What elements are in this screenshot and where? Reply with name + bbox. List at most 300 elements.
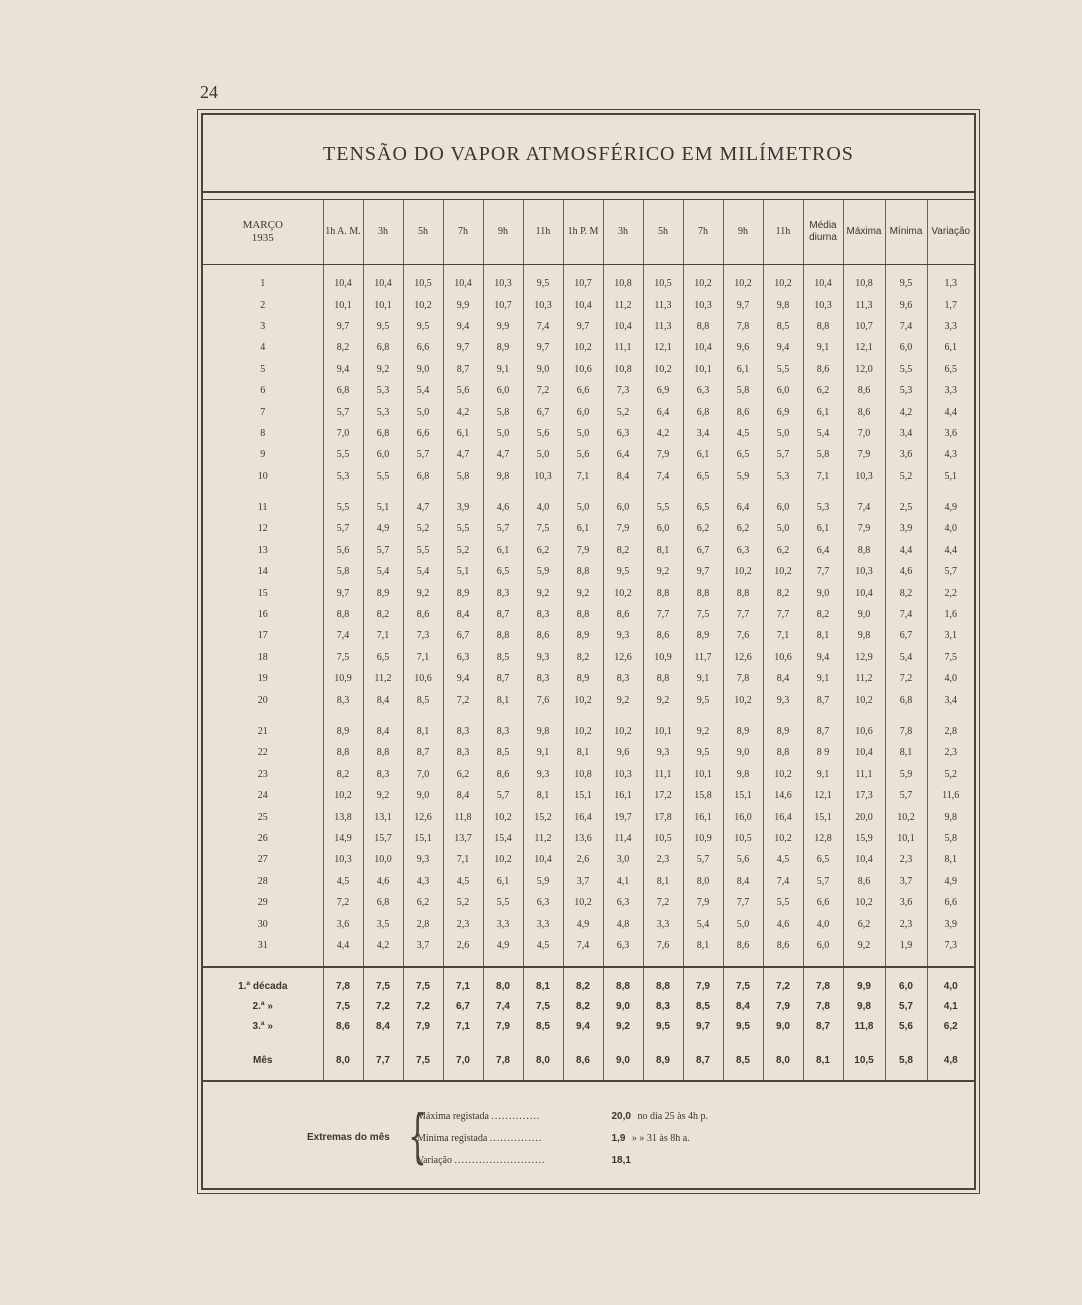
- value-cell: 4,4: [927, 401, 974, 422]
- table-row: [203, 604, 974, 625]
- table-row: [203, 828, 974, 849]
- summary-value-cell: 6,7: [443, 996, 483, 1016]
- value-cell: 9,4: [443, 668, 483, 689]
- value-cell: 10,3: [843, 466, 885, 487]
- value-cell: 9,0: [723, 742, 763, 763]
- value-cell: 6,0: [363, 444, 403, 465]
- value-cell: 1,6: [927, 604, 974, 625]
- value-cell: 3,4: [683, 423, 723, 444]
- value-cell: 10,1: [643, 711, 683, 742]
- day-cell: 17: [257, 630, 268, 642]
- value-cell: 7,4: [523, 316, 563, 337]
- value-cell: 6,9: [643, 380, 683, 401]
- value-cell: 5,2: [603, 401, 643, 422]
- summary-label: Mês: [203, 1036, 323, 1081]
- table-row: [203, 582, 974, 603]
- value-cell: 8,1: [683, 935, 723, 967]
- table-row: [203, 487, 974, 518]
- value-cell: 8,6: [523, 625, 563, 646]
- value-cell: 9,1: [803, 668, 843, 689]
- value-cell: 10,9: [643, 647, 683, 668]
- value-cell: 10,2: [763, 561, 803, 582]
- value-cell: 7,9: [563, 540, 603, 561]
- value-cell: 8,6: [763, 935, 803, 967]
- value-cell: 10,2: [603, 711, 643, 742]
- value-cell: 8,2: [563, 647, 603, 668]
- value-cell: 9,2: [683, 711, 723, 742]
- value-cell: 9,3: [523, 647, 563, 668]
- value-cell: 5,5: [323, 444, 363, 465]
- value-cell: 10,3: [843, 561, 885, 582]
- value-cell: 10,5: [643, 265, 683, 295]
- value-cell: 9,6: [723, 337, 763, 358]
- summary-value-cell: 8,3: [643, 996, 683, 1016]
- value-cell: 6,5: [803, 849, 843, 870]
- summary-value-cell: 8,9: [643, 1036, 683, 1081]
- extreme-value: 18,1: [611, 1155, 631, 1166]
- value-cell: 10,3: [683, 294, 723, 315]
- summary-value-cell: 7,2: [363, 996, 403, 1016]
- value-cell: 10,2: [323, 785, 363, 806]
- value-cell: 5,7: [803, 871, 843, 892]
- table-row: [203, 265, 974, 295]
- value-cell: 8,8: [563, 604, 603, 625]
- value-cell: 10,2: [563, 711, 603, 742]
- col-header: 3h: [363, 200, 403, 265]
- value-cell: 17,2: [643, 785, 683, 806]
- day-cell: 12: [257, 523, 268, 535]
- summary-value-cell: 7,4: [483, 996, 523, 1016]
- extremes-section: [203, 1101, 974, 1186]
- value-cell: 5,8: [323, 561, 363, 582]
- value-cell: 9,4: [443, 316, 483, 337]
- value-cell: 7,4: [563, 935, 603, 967]
- value-cell: 8,6: [803, 359, 843, 380]
- value-cell: 6,6: [563, 380, 603, 401]
- value-cell: 6,5: [927, 359, 974, 380]
- day-cell: 5: [260, 363, 266, 375]
- value-cell: 5,0: [763, 518, 803, 539]
- value-cell: 6,0: [483, 380, 523, 401]
- value-cell: 13,8: [323, 806, 363, 827]
- value-cell: 6,5: [683, 466, 723, 487]
- value-cell: 6,1: [483, 540, 523, 561]
- day-cell: 16: [257, 609, 268, 621]
- value-cell: 6,5: [723, 444, 763, 465]
- value-cell: 9,5: [683, 689, 723, 710]
- value-cell: 10,6: [403, 668, 443, 689]
- value-cell: 7,9: [643, 444, 683, 465]
- value-cell: 15,8: [683, 785, 723, 806]
- value-cell: 4,4: [885, 540, 927, 561]
- value-cell: 9,8: [843, 625, 885, 646]
- extreme-value: 1,9: [611, 1133, 626, 1144]
- value-cell: 8,8: [563, 561, 603, 582]
- col-header: 1h P. M: [563, 200, 603, 265]
- value-cell: 7,2: [643, 892, 683, 913]
- summary-value-cell: 7,1: [443, 1016, 483, 1036]
- value-cell: 4,7: [483, 444, 523, 465]
- day-cell: 8: [260, 427, 266, 439]
- table-row: [203, 359, 974, 380]
- value-cell: 5,7: [763, 444, 803, 465]
- value-cell: 16,0: [723, 806, 763, 827]
- value-cell: 8,8: [843, 540, 885, 561]
- value-cell: 5,8: [483, 401, 523, 422]
- value-cell: 6,5: [683, 487, 723, 518]
- value-cell: 9,7: [323, 582, 363, 603]
- month-year-header: [203, 200, 323, 265]
- value-cell: 6,6: [927, 892, 974, 913]
- value-cell: 10,8: [603, 265, 643, 295]
- table-row: [203, 423, 974, 444]
- value-cell: 10,2: [723, 561, 763, 582]
- value-cell: 14,6: [763, 785, 803, 806]
- value-cell: 5,9: [723, 466, 763, 487]
- value-cell: 4,3: [403, 871, 443, 892]
- value-cell: 6,5: [363, 647, 403, 668]
- value-cell: 4,6: [483, 487, 523, 518]
- table-row: [203, 444, 974, 465]
- value-cell: 5,1: [363, 487, 403, 518]
- summary-value-cell: 8,4: [363, 1016, 403, 1036]
- value-cell: 10,3: [803, 294, 843, 315]
- value-cell: 9,5: [885, 265, 927, 295]
- value-cell: 9,0: [403, 359, 443, 380]
- day-cell: 6: [260, 385, 266, 397]
- value-cell: 8,8: [323, 742, 363, 763]
- summary-label: 3.ª »: [252, 1020, 273, 1032]
- value-cell: 8,8: [683, 316, 723, 337]
- value-cell: 6,0: [763, 380, 803, 401]
- value-cell: 1,9: [885, 935, 927, 967]
- value-cell: 3,7: [403, 935, 443, 967]
- value-cell: 11,1: [843, 764, 885, 785]
- value-cell: 6,8: [683, 401, 723, 422]
- value-cell: 8,8: [643, 668, 683, 689]
- day-cell: 28: [257, 875, 268, 887]
- value-cell: 14,9: [323, 828, 363, 849]
- value-cell: 4,6: [363, 871, 403, 892]
- value-cell: 2,8: [403, 913, 443, 934]
- value-cell: 8,8: [643, 582, 683, 603]
- day-cell: 14: [257, 566, 268, 578]
- value-cell: 5,6: [723, 849, 763, 870]
- value-cell: 10,9: [323, 668, 363, 689]
- day-cell: 25: [257, 811, 268, 823]
- day-cell: 30: [257, 918, 268, 930]
- value-cell: 10,7: [563, 265, 603, 295]
- value-cell: 16,4: [763, 806, 803, 827]
- value-cell: 12,0: [843, 359, 885, 380]
- value-cell: 8,5: [403, 689, 443, 710]
- value-cell: 8,3: [363, 764, 403, 785]
- value-cell: 8,1: [643, 540, 683, 561]
- value-cell: 7,7: [723, 892, 763, 913]
- value-cell: 11,6: [927, 785, 974, 806]
- value-cell: 5,4: [403, 380, 443, 401]
- value-cell: 6,7: [885, 625, 927, 646]
- value-cell: 5,8: [803, 444, 843, 465]
- value-cell: 16,1: [603, 785, 643, 806]
- value-cell: 8,2: [323, 337, 363, 358]
- value-cell: 4,4: [323, 935, 363, 967]
- table-row: [203, 401, 974, 422]
- summary-value-cell: 7,7: [363, 1036, 403, 1081]
- value-cell: 9,7: [683, 561, 723, 582]
- value-cell: 2,2: [927, 582, 974, 603]
- summary-value-cell: 7,5: [523, 996, 563, 1016]
- summary-value-cell: 9,5: [643, 1016, 683, 1036]
- value-cell: 5,0: [403, 401, 443, 422]
- value-cell: 5,7: [363, 540, 403, 561]
- col-header: 3h: [603, 200, 643, 265]
- day-cell: 21: [257, 726, 268, 737]
- value-cell: 19,7: [603, 806, 643, 827]
- value-cell: 4,5: [323, 871, 363, 892]
- day-cell: 23: [257, 768, 268, 780]
- value-cell: 10,2: [843, 689, 885, 710]
- value-cell: 8,6: [843, 401, 885, 422]
- summary-body: [203, 967, 974, 1081]
- value-cell: 5,7: [483, 785, 523, 806]
- value-cell: 8,2: [363, 604, 403, 625]
- value-cell: 10,2: [763, 828, 803, 849]
- title-box: [203, 115, 974, 193]
- value-cell: 8,7: [483, 604, 523, 625]
- col-header: 9h: [483, 200, 523, 265]
- value-cell: 5,5: [885, 359, 927, 380]
- table-row: [203, 294, 974, 315]
- value-cell: 3,6: [323, 913, 363, 934]
- value-cell: 15,4: [483, 828, 523, 849]
- value-cell: 9,2: [403, 582, 443, 603]
- summary-row: [203, 967, 974, 996]
- value-cell: 9,1: [803, 764, 843, 785]
- value-cell: 6,0: [643, 518, 683, 539]
- value-cell: 8,7: [803, 689, 843, 710]
- value-cell: 5,3: [885, 380, 927, 401]
- table-row: [203, 892, 974, 913]
- value-cell: 5,9: [885, 764, 927, 785]
- value-cell: 17,3: [843, 785, 885, 806]
- value-cell: 5,5: [403, 540, 443, 561]
- value-cell: 10,2: [763, 764, 803, 785]
- summary-value-cell: 8,5: [523, 1016, 563, 1036]
- value-cell: 2,5: [885, 487, 927, 518]
- summary-value-cell: 7,9: [403, 1016, 443, 1036]
- value-cell: 7,1: [363, 625, 403, 646]
- value-cell: 7,2: [443, 689, 483, 710]
- value-cell: 6,8: [885, 689, 927, 710]
- value-cell: 9,9: [443, 294, 483, 315]
- value-cell: 5,7: [403, 444, 443, 465]
- value-cell: 10,2: [563, 689, 603, 710]
- value-cell: 6,8: [323, 380, 363, 401]
- value-cell: 10,4: [843, 742, 885, 763]
- value-cell: 5,6: [563, 444, 603, 465]
- value-cell: 7,3: [927, 935, 974, 967]
- value-cell: 10,2: [483, 806, 523, 827]
- value-cell: 7,5: [683, 604, 723, 625]
- value-cell: 3,7: [885, 871, 927, 892]
- summary-value-cell: 4,1: [927, 996, 974, 1016]
- summary-value-cell: 7,8: [803, 967, 843, 996]
- value-cell: 5,3: [363, 401, 403, 422]
- value-cell: 6,6: [803, 892, 843, 913]
- summary-value-cell: 7,5: [323, 996, 363, 1016]
- value-cell: 9,0: [403, 785, 443, 806]
- value-cell: 3,7: [563, 871, 603, 892]
- value-cell: 10,8: [563, 764, 603, 785]
- value-cell: 7,4: [885, 604, 927, 625]
- value-cell: 7,8: [723, 316, 763, 337]
- value-cell: 13,6: [563, 828, 603, 849]
- value-cell: 7,1: [803, 466, 843, 487]
- value-cell: 9,4: [763, 337, 803, 358]
- value-cell: 4,9: [483, 935, 523, 967]
- value-cell: 6,8: [363, 892, 403, 913]
- table-row: [203, 561, 974, 582]
- value-cell: 8,5: [483, 647, 523, 668]
- value-cell: 4,1: [603, 871, 643, 892]
- summary-value-cell: 8,5: [683, 996, 723, 1016]
- value-cell: 9,2: [363, 785, 403, 806]
- table-row: [203, 764, 974, 785]
- summary-value-cell: 8,6: [563, 1036, 603, 1081]
- value-cell: 8,3: [523, 668, 563, 689]
- value-cell: 7,1: [443, 849, 483, 870]
- summary-value-cell: 8,8: [643, 967, 683, 996]
- value-cell: 9,3: [643, 742, 683, 763]
- value-cell: 8,1: [403, 711, 443, 742]
- value-cell: 5,7: [885, 785, 927, 806]
- value-cell: 6,4: [643, 401, 683, 422]
- value-cell: 10,4: [803, 265, 843, 295]
- value-cell: 6,4: [723, 487, 763, 518]
- value-cell: 10,2: [563, 892, 603, 913]
- value-cell: 12,8: [803, 828, 843, 849]
- value-cell: 6,4: [603, 444, 643, 465]
- value-cell: 5,2: [403, 518, 443, 539]
- day-cell: 27: [257, 854, 268, 866]
- value-cell: 1,3: [927, 265, 974, 295]
- summary-row: [203, 1016, 974, 1036]
- value-cell: 8,6: [403, 604, 443, 625]
- value-cell: 9,1: [683, 668, 723, 689]
- day-cell: 4: [260, 342, 266, 354]
- value-cell: 10,2: [603, 582, 643, 603]
- value-cell: 8,1: [803, 625, 843, 646]
- value-cell: 10,2: [885, 806, 927, 827]
- value-cell: 3,9: [927, 913, 974, 934]
- value-cell: 9,0: [803, 582, 843, 603]
- value-cell: 6,1: [927, 337, 974, 358]
- value-cell: 5,5: [443, 518, 483, 539]
- value-cell: 12,6: [403, 806, 443, 827]
- value-cell: 11,7: [683, 647, 723, 668]
- value-cell: 9,2: [523, 582, 563, 603]
- value-cell: 10,4: [603, 316, 643, 337]
- value-cell: 5,4: [403, 561, 443, 582]
- extreme-value: 20,0: [611, 1111, 631, 1122]
- value-cell: 4,0: [523, 487, 563, 518]
- value-cell: 6,1: [483, 871, 523, 892]
- col-header: 1h A. M.: [323, 200, 363, 265]
- value-cell: 6,2: [763, 540, 803, 561]
- value-cell: 3,1: [927, 625, 974, 646]
- value-cell: 6,3: [603, 935, 643, 967]
- value-cell: 7,6: [643, 935, 683, 967]
- value-cell: 8,4: [603, 466, 643, 487]
- value-cell: 8,8: [723, 582, 763, 603]
- value-cell: 12,1: [843, 337, 885, 358]
- value-cell: 8,7: [803, 711, 843, 742]
- summary-value-cell: 8,0: [763, 1036, 803, 1081]
- col-header-max: Máxima: [843, 200, 885, 265]
- value-cell: 8,6: [843, 380, 885, 401]
- value-cell: 10,4: [563, 294, 603, 315]
- summary-value-cell: 8,0: [483, 967, 523, 996]
- value-cell: 9,6: [603, 742, 643, 763]
- value-cell: 6,2: [803, 380, 843, 401]
- value-cell: 7,6: [523, 689, 563, 710]
- value-cell: 15,2: [523, 806, 563, 827]
- table-row: [203, 785, 974, 806]
- day-cell: 10: [257, 470, 268, 482]
- day-cell: 15: [257, 587, 268, 599]
- summary-value-cell: 7,5: [723, 967, 763, 996]
- value-cell: 4,9: [927, 871, 974, 892]
- summary-value-cell: 7,9: [763, 996, 803, 1016]
- value-cell: 8,4: [763, 668, 803, 689]
- value-cell: 8,9: [763, 711, 803, 742]
- value-cell: 2,6: [563, 849, 603, 870]
- table-row: [203, 871, 974, 892]
- value-cell: 10,2: [843, 892, 885, 913]
- col-header: 11h: [763, 200, 803, 265]
- value-cell: 6,1: [563, 518, 603, 539]
- value-cell: 10,3: [523, 294, 563, 315]
- extreme-row-max: Máxima registada .............. 20,0 no dia 25 às 4h p.: [417, 1111, 709, 1122]
- value-cell: 9,8: [763, 294, 803, 315]
- value-cell: 8,8: [323, 604, 363, 625]
- summary-value-cell: 7,8: [323, 967, 363, 996]
- summary-value-cell: 8,7: [683, 1036, 723, 1081]
- value-cell: 7,1: [563, 466, 603, 487]
- value-cell: 3,6: [885, 892, 927, 913]
- value-cell: 6,1: [803, 401, 843, 422]
- value-cell: 5,3: [323, 466, 363, 487]
- value-cell: 9,1: [523, 742, 563, 763]
- table-row: [203, 625, 974, 646]
- value-cell: 17,8: [643, 806, 683, 827]
- extreme-note: » » 31 às 8h a.: [631, 1133, 690, 1144]
- value-cell: 8,5: [483, 742, 523, 763]
- value-cell: 9,5: [363, 316, 403, 337]
- value-cell: 3,4: [927, 689, 974, 710]
- value-cell: 3,0: [603, 849, 643, 870]
- value-cell: 10,5: [643, 828, 683, 849]
- value-cell: 8,3: [443, 711, 483, 742]
- table-row: [203, 668, 974, 689]
- value-cell: 5,3: [803, 487, 843, 518]
- value-cell: 9,5: [683, 742, 723, 763]
- value-cell: 6,8: [403, 466, 443, 487]
- value-cell: 8,4: [443, 785, 483, 806]
- value-cell: 9,1: [483, 359, 523, 380]
- value-cell: 7,2: [523, 380, 563, 401]
